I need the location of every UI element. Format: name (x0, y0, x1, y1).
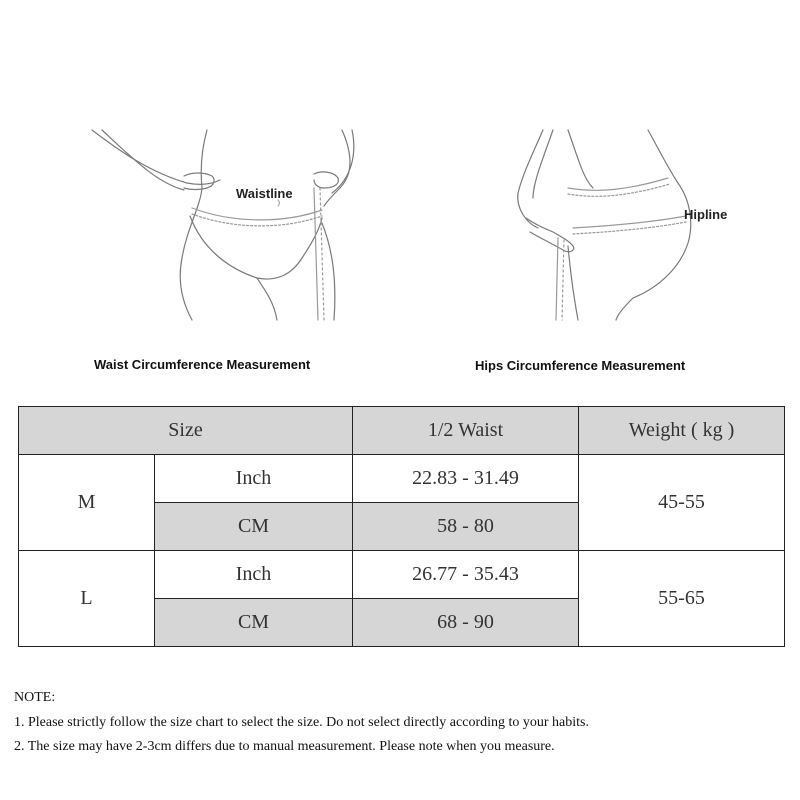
header-weight: Weight ( kg ) (579, 407, 785, 455)
header-half-waist: 1/2 Waist (353, 407, 579, 455)
waist-measurement-illustration (52, 128, 406, 322)
waist-cm-value: 58 - 80 (353, 503, 579, 551)
hips-caption: Hips Circumference Measurement (475, 358, 686, 373)
waist-cm-value: 68 - 90 (353, 599, 579, 647)
header-size: Size (19, 407, 353, 455)
unit-label-cm: CM (155, 503, 353, 551)
notes-title: NOTE: (14, 690, 56, 705)
unit-label-inch: Inch (155, 455, 353, 503)
table-header-row (19, 407, 785, 455)
table-row (19, 455, 785, 503)
size-cell-l: L (19, 551, 155, 647)
weight-cell-l: 55-65 (579, 551, 785, 647)
weight-cell-m: 45-55 (579, 455, 785, 551)
note-item-1: 1. Please strictly follow the size chart to select the size. Do not select directly according to your habits. (14, 714, 589, 730)
waist-caption: Waist Circumference Measurement (94, 357, 311, 372)
size-chart-table (18, 406, 785, 647)
unit-label-cm: CM (155, 599, 353, 647)
note-item-2: 2. The size may have 2-3cm differs due to manual measurement. Please note when you measure. (14, 739, 555, 754)
unit-label-inch: Inch (155, 551, 353, 599)
waist-inch-value: 26.77 - 35.43 (353, 551, 579, 599)
notes-section (14, 686, 589, 760)
hipline-label: Hipline (684, 207, 728, 222)
waist-inch-value: 22.83 - 31.49 (353, 455, 579, 503)
waistline-label: Waistline (236, 186, 293, 201)
table-row (19, 551, 785, 599)
size-cell-m: M (19, 455, 155, 551)
hips-measurement-illustration (418, 128, 754, 322)
